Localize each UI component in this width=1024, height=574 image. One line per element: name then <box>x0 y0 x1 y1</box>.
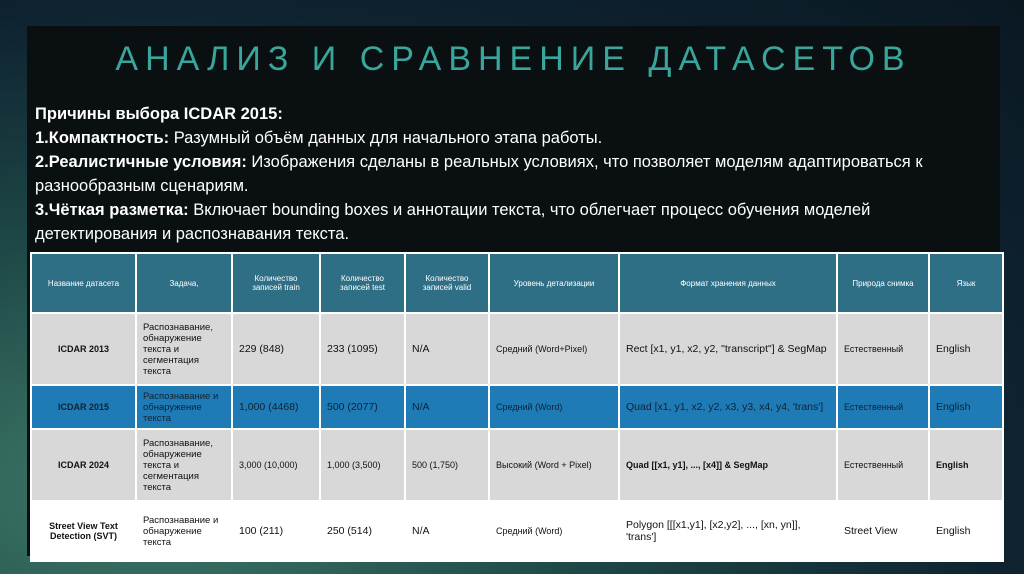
reasons-heading: Причины выбора ICDAR 2015: <box>35 105 283 123</box>
train-cell: 229 (848) <box>232 313 320 385</box>
slide-title: АНАЛИЗ И СРАВНЕНИЕ ДАТАСЕТОВ <box>115 40 912 78</box>
detail-cell: Высокий (Word + Pixel) <box>489 429 619 501</box>
task-cell: Распознавание, обнаружение текста и сегментация текста <box>136 313 232 385</box>
reason-item-1: 1.Компактность: Разумный объём данных для начального этапа работы. <box>35 129 603 147</box>
table-header-row <box>31 253 1003 313</box>
reasons-block <box>35 102 990 246</box>
test-cell: 250 (514) <box>320 501 405 561</box>
format-cell: Polygon [[[x1,y1], [x2,y2], ..., [xn, yn]], 'trans'] <box>619 501 837 561</box>
valid-cell: N/A <box>405 313 489 385</box>
format-cell: Quad [x1, y1, x2, y2, x3, y3, x4, y4, 'trans'] <box>619 385 837 429</box>
table-row <box>31 385 1003 429</box>
valid-cell: N/A <box>405 385 489 429</box>
task-cell: Распознавание, обнаружение текста и сегментация текста <box>136 429 232 501</box>
detail-cell: Средний (Word+Pixel) <box>489 313 619 385</box>
nature-cell: Естественный <box>837 385 929 429</box>
test-cell: 233 (1095) <box>320 313 405 385</box>
header-cell: Количество записей test <box>320 253 405 313</box>
detail-cell: Средний (Word) <box>489 385 619 429</box>
dataset-name-cell: ICDAR 2024 <box>31 429 136 501</box>
header-cell: Природа снимка <box>837 253 929 313</box>
nature-cell: Естественный <box>837 313 929 385</box>
header-cell: Формат хранения данных <box>619 253 837 313</box>
nature-cell: Street View <box>837 501 929 561</box>
test-cell: 1,000 (3,500) <box>320 429 405 501</box>
header-cell: Количество записей valid <box>405 253 489 313</box>
dataset-name-cell: Street View Text Detection (SVT) <box>31 501 136 561</box>
language-cell: English <box>929 429 1003 501</box>
table-row <box>31 313 1003 385</box>
reason-item-2: 2.Реалистичные условия: Изображения сделаны в реальных условиях, что позволяет моделям адаптироваться к разнообразным сценариям. <box>35 153 923 195</box>
valid-cell: 500 (1,750) <box>405 429 489 501</box>
dataset-comparison-table <box>30 252 1004 562</box>
dataset-name-cell: ICDAR 2015 <box>31 385 136 429</box>
task-cell: Распознавание и обнаружение текста <box>136 385 232 429</box>
test-cell: 500 (2077) <box>320 385 405 429</box>
detail-cell: Средний (Word) <box>489 501 619 561</box>
train-cell: 3,000 (10,000) <box>232 429 320 501</box>
task-cell: Распознавание и обнаружение текста <box>136 501 232 561</box>
train-cell: 1,000 (4468) <box>232 385 320 429</box>
language-cell: English <box>929 385 1003 429</box>
dataset-name-cell: ICDAR 2013 <box>31 313 136 385</box>
table-row <box>31 429 1003 501</box>
train-cell: 100 (211) <box>232 501 320 561</box>
language-cell: English <box>929 501 1003 561</box>
table-row <box>31 501 1003 561</box>
header-cell: Уровень детализации <box>489 253 619 313</box>
nature-cell: Естественный <box>837 429 929 501</box>
header-cell: Задача, <box>136 253 232 313</box>
format-cell: Quad [[x1, y1], ..., [x4]] & SegMap <box>619 429 837 501</box>
format-cell: Rect [x1, y1, x2, y2, "transcript"] & SegMap <box>619 313 837 385</box>
reason-item-3: 3.Чёткая разметка: Включает bounding boxes и аннотации текста, что облегчает процесс обучения моделей детектирования и распознавания текста. <box>35 201 871 243</box>
header-cell: Название датасета <box>31 253 136 313</box>
header-cell: Количество записей train <box>232 253 320 313</box>
valid-cell: N/A <box>405 501 489 561</box>
header-cell: Язык <box>929 253 1003 313</box>
language-cell: English <box>929 313 1003 385</box>
